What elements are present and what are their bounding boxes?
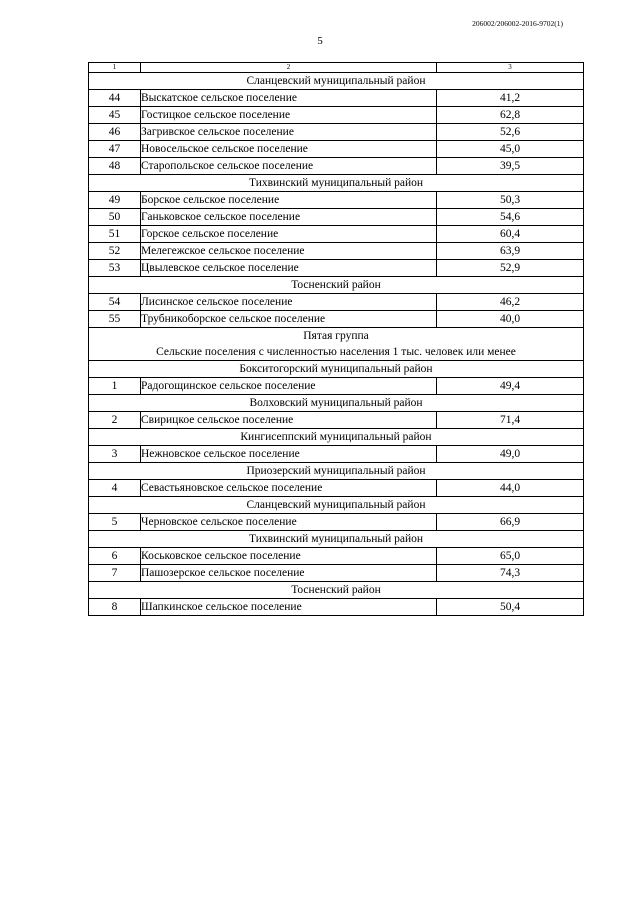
page-number: 5 — [317, 35, 323, 47]
column-number-2: 2 — [141, 63, 437, 73]
group-subtitle: Сельские поселения с численностью населения 1 тыс. человек или менее — [156, 346, 516, 358]
section-header-row — [89, 395, 584, 412]
settlement-name: Цвылевское сельское поселение — [141, 260, 437, 277]
district-title: Приозерский муниципальный район — [89, 463, 584, 480]
table-row — [89, 599, 584, 616]
group-title: Пятая группа — [303, 330, 369, 342]
row-value: 49,0 — [437, 446, 584, 463]
row-number: 53 — [89, 260, 141, 277]
row-value: 45,0 — [437, 141, 584, 158]
district-title: Тосненский район — [89, 582, 584, 599]
table-row — [89, 378, 584, 395]
row-value: 40,0 — [437, 311, 584, 328]
settlement-name: Новосельское сельское поселение — [141, 141, 437, 158]
table-row — [89, 192, 584, 209]
row-value: 39,5 — [437, 158, 584, 175]
column-number-1: 1 — [89, 63, 141, 73]
table-row — [89, 480, 584, 497]
table-row — [89, 124, 584, 141]
district-title: Бокситогорский муниципальный район — [89, 361, 584, 378]
table-row — [89, 90, 584, 107]
row-value: 66,9 — [437, 514, 584, 531]
row-value: 50,4 — [437, 599, 584, 616]
row-value: 52,9 — [437, 260, 584, 277]
table-row — [89, 548, 584, 565]
settlement-name: Гостицкое сельское поселение — [141, 107, 437, 124]
settlement-name: Коськовское сельское поселение — [141, 548, 437, 565]
row-number: 55 — [89, 311, 141, 328]
row-value: 52,6 — [437, 124, 584, 141]
row-value: 74,3 — [437, 565, 584, 582]
row-value: 49,4 — [437, 378, 584, 395]
row-number: 2 — [89, 412, 141, 429]
table-row — [89, 565, 584, 582]
district-title: Волховский муниципальный район — [89, 395, 584, 412]
section-header-row — [89, 175, 584, 192]
table-row — [89, 294, 584, 311]
settlement-name: Ганьковское сельское поселение — [141, 209, 437, 226]
district-title: Тихвинский муниципальный район — [89, 531, 584, 548]
row-number: 47 — [89, 141, 141, 158]
table-row — [89, 209, 584, 226]
settlement-name: Трубникоборское сельское поселение — [141, 311, 437, 328]
row-value: 71,4 — [437, 412, 584, 429]
settlement-name: Пашозерское сельское поселение — [141, 565, 437, 582]
column-number-3: 3 — [437, 63, 584, 73]
table-body — [89, 63, 584, 616]
section-header-row — [89, 361, 584, 378]
section-header-row — [89, 277, 584, 294]
table-row — [89, 311, 584, 328]
settlement-name: Черновское сельское поселение — [141, 514, 437, 531]
settlement-name: Лисинское сельское поселение — [141, 294, 437, 311]
table-row — [89, 514, 584, 531]
district-title: Тихвинский муниципальный район — [89, 175, 584, 192]
section-header-row — [89, 582, 584, 599]
settlement-name: Старопольское сельское поселение — [141, 158, 437, 175]
settlements-table — [88, 62, 584, 616]
row-number: 6 — [89, 548, 141, 565]
settlement-name: Борское сельское поселение — [141, 192, 437, 209]
settlement-name: Радогощинское сельское поселение — [141, 378, 437, 395]
row-number: 52 — [89, 243, 141, 260]
group-title-cell — [89, 328, 584, 361]
row-value: 62,8 — [437, 107, 584, 124]
column-number-header-row — [89, 63, 584, 73]
row-value: 63,9 — [437, 243, 584, 260]
settlement-name: Севастьяновское сельское поселение — [141, 480, 437, 497]
settlement-name: Горское сельское поселение — [141, 226, 437, 243]
row-number: 7 — [89, 565, 141, 582]
table-row — [89, 141, 584, 158]
row-number: 1 — [89, 378, 141, 395]
settlement-name: Шапкинское сельское поселение — [141, 599, 437, 616]
row-number: 48 — [89, 158, 141, 175]
row-value: 46,2 — [437, 294, 584, 311]
settlement-name: Выскатское сельское поселение — [141, 90, 437, 107]
district-title: Сланцевский муниципальный район — [89, 73, 584, 90]
section-header-row — [89, 463, 584, 480]
settlement-name: Загривское сельское поселение — [141, 124, 437, 141]
table-row — [89, 260, 584, 277]
row-value: 60,4 — [437, 226, 584, 243]
table-row — [89, 158, 584, 175]
row-number: 44 — [89, 90, 141, 107]
row-value: 50,3 — [437, 192, 584, 209]
row-number: 3 — [89, 446, 141, 463]
row-number: 49 — [89, 192, 141, 209]
district-title: Кингисеппский муниципальный район — [89, 429, 584, 446]
table-row — [89, 107, 584, 124]
document-id: 206002/206002-2016-9702(1) — [472, 19, 563, 28]
district-title: Сланцевский муниципальный район — [89, 497, 584, 514]
section-header-row — [89, 73, 584, 90]
row-value: 41,2 — [437, 90, 584, 107]
section-header-row — [89, 531, 584, 548]
row-number: 51 — [89, 226, 141, 243]
table-row — [89, 243, 584, 260]
group-header-row — [89, 328, 584, 361]
row-number: 45 — [89, 107, 141, 124]
row-number: 5 — [89, 514, 141, 531]
table-row — [89, 412, 584, 429]
row-number: 46 — [89, 124, 141, 141]
row-value: 54,6 — [437, 209, 584, 226]
row-number: 54 — [89, 294, 141, 311]
section-header-row — [89, 429, 584, 446]
row-value: 65,0 — [437, 548, 584, 565]
table-row — [89, 226, 584, 243]
section-header-row — [89, 497, 584, 514]
row-value: 44,0 — [437, 480, 584, 497]
row-number: 50 — [89, 209, 141, 226]
row-number: 4 — [89, 480, 141, 497]
settlement-name: Свирицкое сельское поселение — [141, 412, 437, 429]
district-title: Тосненский район — [89, 277, 584, 294]
table-row — [89, 446, 584, 463]
settlement-name: Мелегежское сельское поселение — [141, 243, 437, 260]
settlement-name: Нежновское сельское поселение — [141, 446, 437, 463]
row-number: 8 — [89, 599, 141, 616]
